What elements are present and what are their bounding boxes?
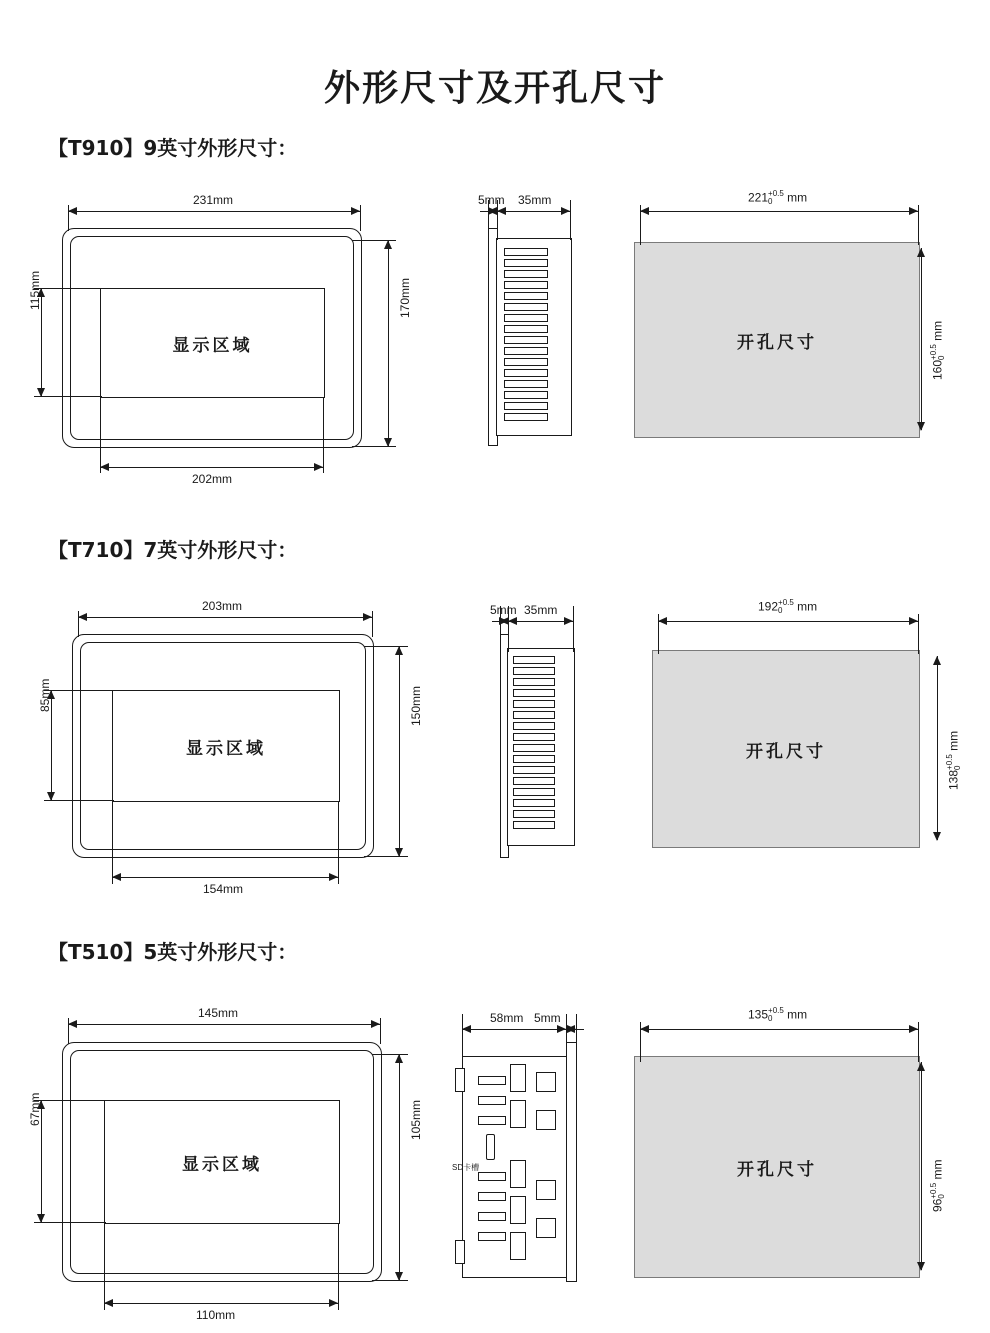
dim-screen-height-t510: 67mm	[28, 1092, 42, 1126]
cutout-height-unit: mm	[946, 730, 961, 751]
dim-screen-width-t710: 154mm	[203, 882, 244, 896]
cutout-height-tol-up: +0.5	[929, 1182, 938, 1199]
dim-outer-height-t710: 150mm	[409, 685, 423, 726]
dim-outer-height-t910: 170mm	[398, 277, 412, 318]
dim-screen-width-t910: 202mm	[192, 472, 233, 486]
dim-screen-height-t910: 115mm	[28, 270, 42, 310]
cutout-width-unit: mm	[787, 1007, 808, 1022]
dim-cutout-width-t710	[758, 599, 817, 616]
cutout-width-tol-up: +0.5	[778, 598, 794, 607]
cutout-width-tol-dn: 0	[768, 1014, 773, 1024]
cutout-height-unit: mm	[930, 1159, 945, 1180]
dim-screen-height-t710: 85mm	[38, 678, 52, 712]
cutout-width-tol-up: +0.5	[768, 189, 784, 198]
screen-label-t910: 显示区域	[172, 335, 253, 356]
cutout-height-tol-up: +0.5	[945, 754, 954, 770]
cutout-label-t710: 开孔尺寸	[746, 741, 826, 762]
dim-front-thickness-t710: 5mm	[490, 603, 517, 617]
cutout-height-tol-dn: 0	[953, 765, 963, 770]
section-label-t710: 【T710】7英寸外形尺寸：	[48, 538, 298, 562]
cutout-height-value: 96	[930, 1198, 945, 1212]
cutout-width-unit: mm	[787, 190, 808, 205]
screen-label-t710: 显示区域	[186, 738, 266, 759]
dim-cutout-width-t910	[748, 190, 807, 207]
dim-body-depth-t510: 58mm	[490, 1011, 524, 1025]
dim-outer-width-t710: 203mm	[202, 599, 243, 613]
cutout-width-value: 135	[748, 1007, 769, 1022]
cutout-width-unit: mm	[797, 599, 818, 614]
dim-front-thickness-t910: 5mm	[478, 193, 505, 207]
cutout-height-value: 160	[930, 359, 945, 380]
dim-outer-width-t910: 231mm	[193, 193, 234, 207]
cutout-width-tol-dn: 0	[778, 606, 783, 616]
dim-front-thickness-t510: 5mm	[534, 1011, 561, 1025]
dim-cutout-width-t510	[748, 1007, 807, 1024]
cutout-width-value: 221	[748, 190, 769, 205]
dim-body-depth-t710: 35mm	[524, 603, 558, 617]
cutout-height-tol-up: +0.5	[929, 344, 938, 360]
cutout-height-value: 138	[946, 769, 961, 790]
dim-cutout-height-t510	[930, 1160, 947, 1213]
screen-label-t510: 显示区域	[182, 1154, 262, 1175]
cutout-height-unit: mm	[930, 320, 945, 341]
page-title: 外形尺寸及开孔尺寸	[323, 68, 666, 109]
dim-outer-height-t510: 105mm	[409, 1099, 423, 1140]
cutout-width-value: 192	[758, 599, 779, 614]
section-label-t510: 【T510】5英寸外形尺寸：	[48, 940, 298, 964]
sd-slot	[486, 1134, 495, 1160]
cutout-width-tol-up: +0.5	[768, 1006, 784, 1015]
dim-cutout-height-t710	[946, 731, 963, 790]
cutout-label-t910: 开孔尺寸	[737, 332, 817, 353]
dim-screen-width-t510: 110mm	[196, 1308, 236, 1322]
dim-outer-width-t510: 145mm	[198, 1006, 239, 1020]
section-label-t910: 【T910】9英寸外形尺寸：	[48, 136, 298, 160]
dim-body-depth-t910: 35mm	[518, 193, 552, 207]
cutout-height-tol-dn: 0	[937, 1194, 947, 1199]
dim-cutout-height-t910	[930, 321, 947, 380]
cutout-label-t510: 开孔尺寸	[737, 1159, 817, 1180]
sd-slot-label: SD卡槽	[452, 1163, 480, 1172]
cutout-width-tol-dn: 0	[768, 197, 773, 207]
cutout-height-tol-dn: 0	[937, 355, 947, 360]
